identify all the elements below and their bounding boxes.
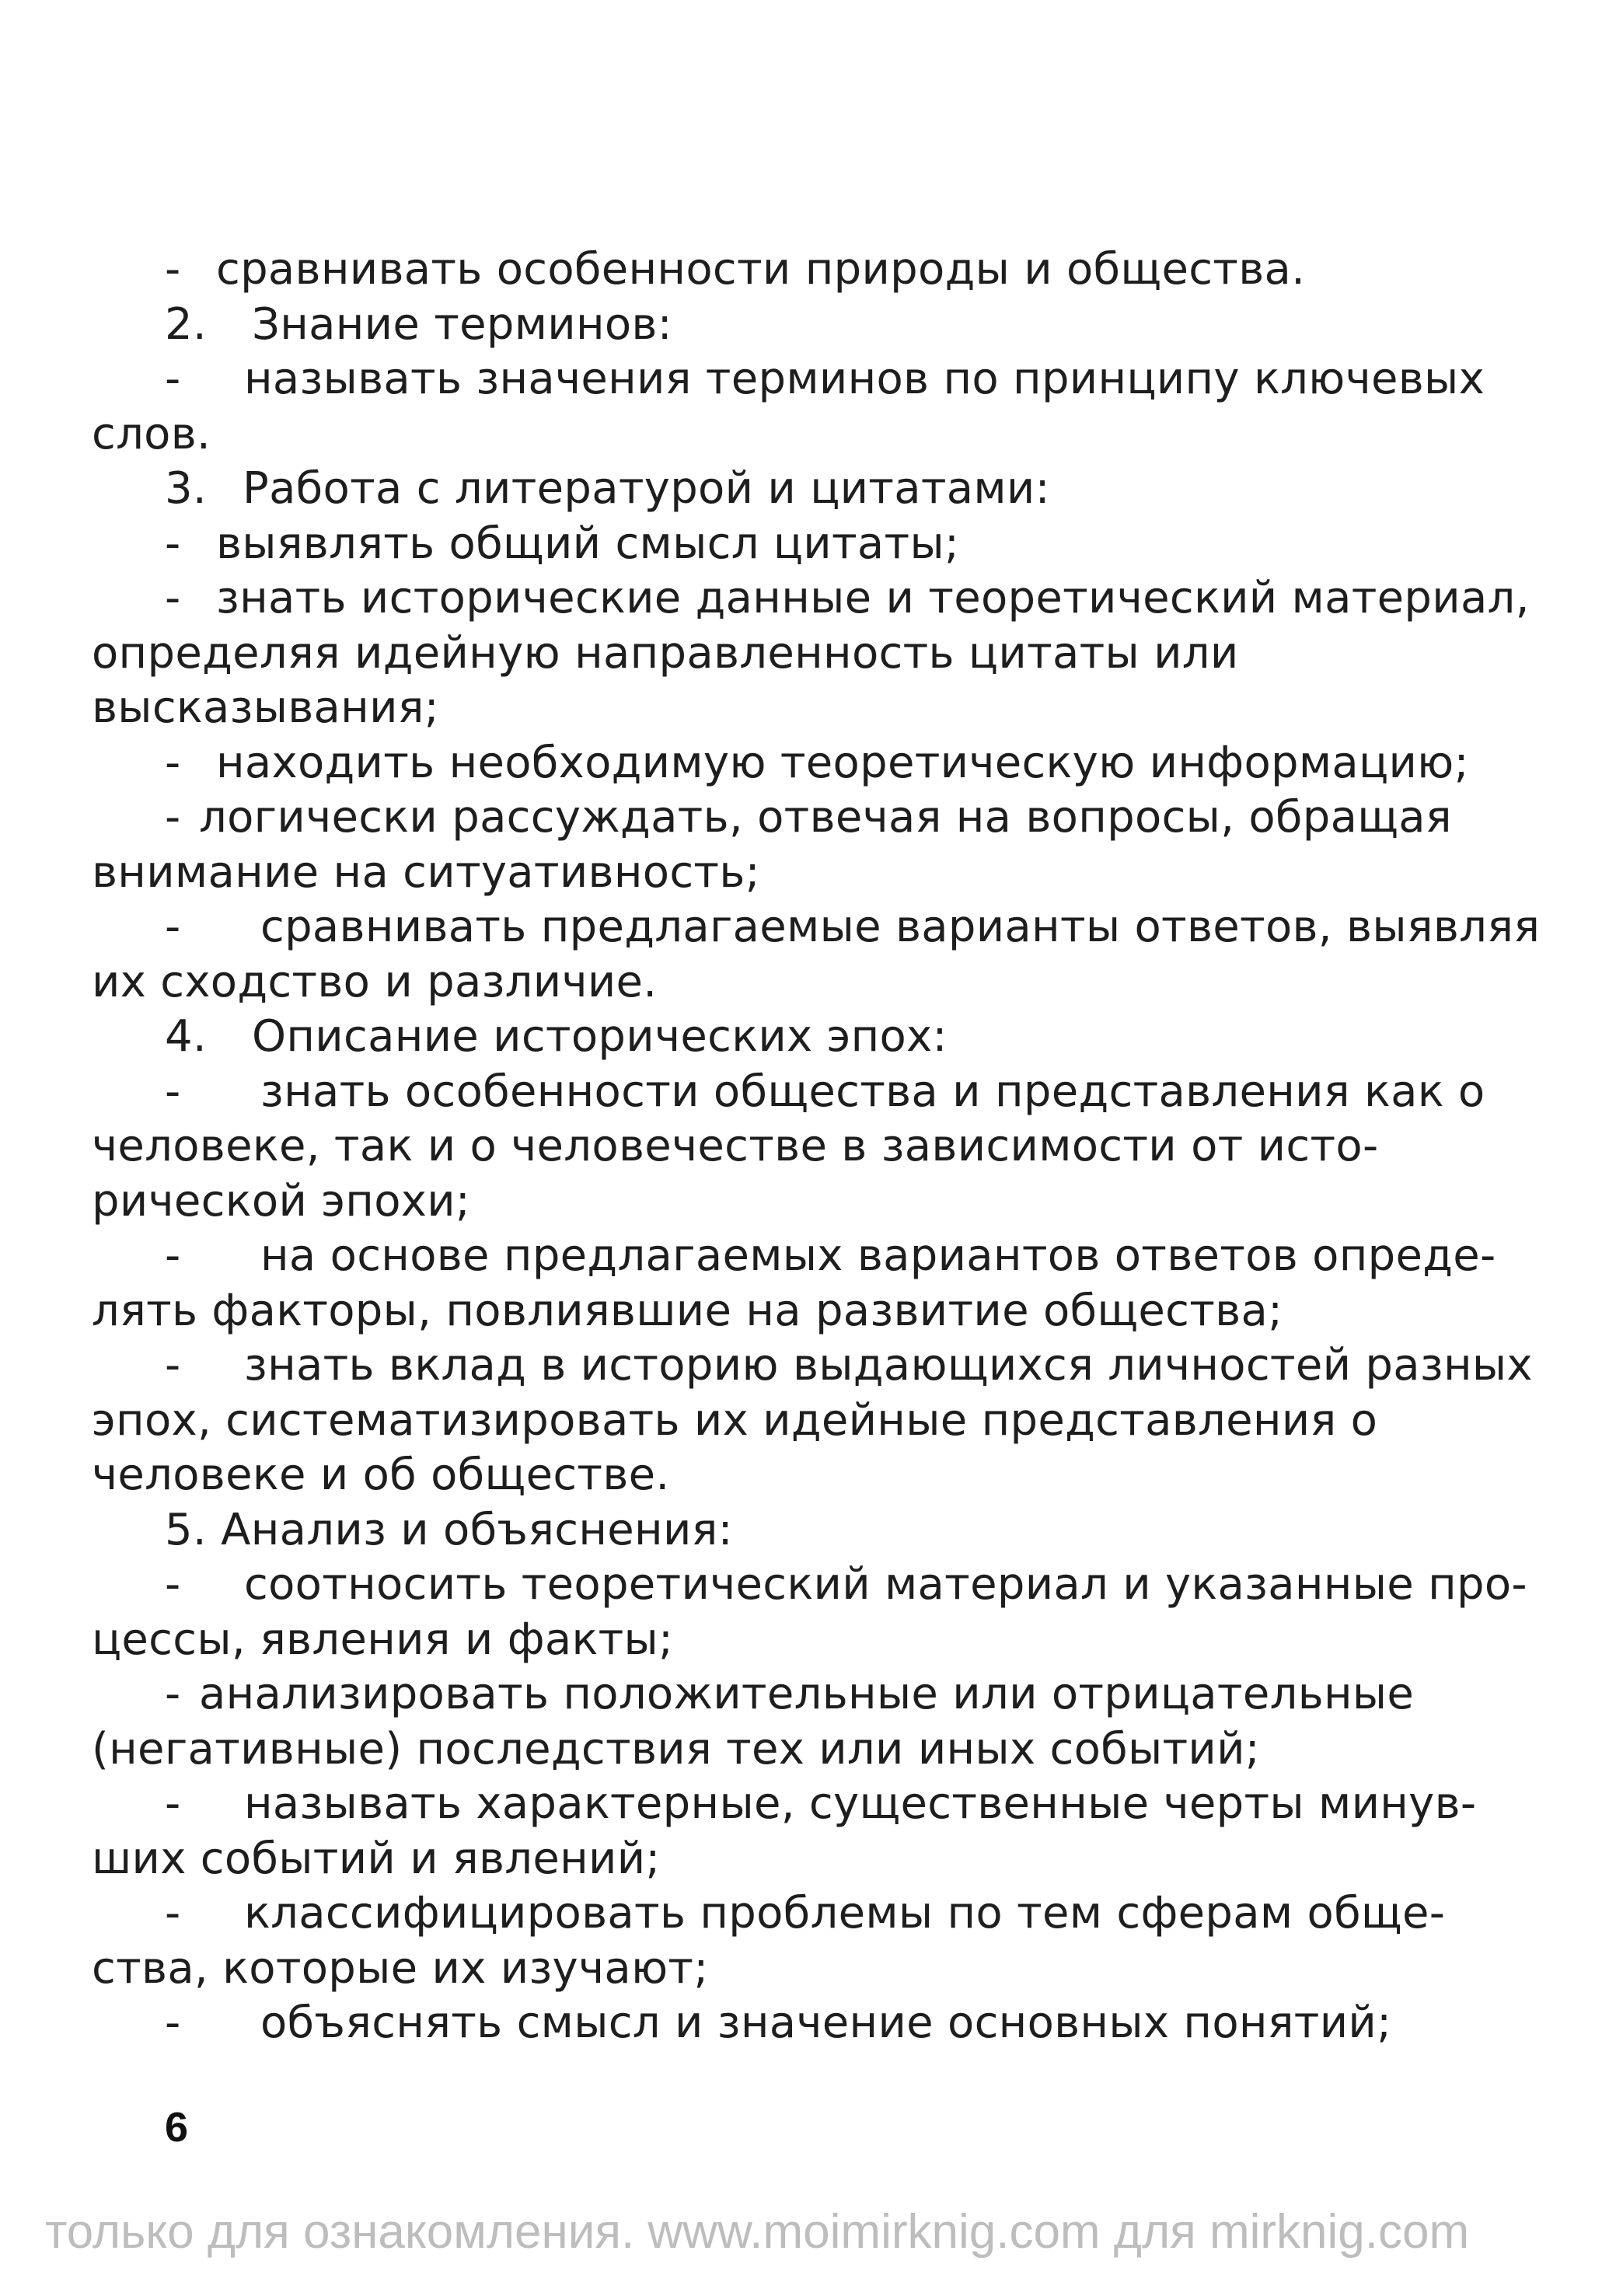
- list-marker: -: [165, 1998, 181, 2048]
- list-item: [92, 1667, 1553, 1722]
- body-text: [92, 243, 1553, 2051]
- list-item: [92, 1996, 1553, 2051]
- list-item-text: знать особенности общества и представления как о: [260, 1066, 1485, 1117]
- text-line: лять факторы, повлиявшие на развитие общества;: [92, 1285, 1283, 1336]
- list-item-text: сравнивать особенности природы и общества.: [216, 244, 1306, 295]
- list-marker: -: [165, 244, 181, 295]
- list-item-text: знать исторические данные и теоретический материал,: [216, 573, 1530, 623]
- list-item: [92, 1558, 1553, 1613]
- text-line: человеке и об обществе.: [92, 1450, 670, 1500]
- list-item-text: сравнивать предлагаемые варианты ответов, выявляя: [260, 902, 1541, 952]
- list-marker: -: [165, 1888, 181, 1938]
- list-item-text: выявлять общий смысл цитаты;: [216, 518, 960, 569]
- list-item: [92, 790, 1553, 846]
- list-item: [92, 243, 1553, 298]
- text-line: рической эпохи;: [92, 1175, 471, 1227]
- list-item: [92, 1777, 1553, 1832]
- list-item-text: анализировать положительные или отрицательные: [199, 1669, 1415, 1719]
- section-heading: [92, 462, 1553, 517]
- text-line: слов.: [92, 408, 211, 459]
- list-item: [92, 517, 1553, 572]
- list-marker: -: [165, 1066, 181, 1117]
- list-item: [92, 900, 1553, 955]
- watermark-text: только для ознакомления. www.moimirknig.com для mirknig.com: [45, 2205, 1470, 2259]
- text-line: человеке, так и о человечестве в зависимости от исто-: [92, 1121, 1379, 1171]
- text-line: их сходство и различие.: [92, 956, 658, 1007]
- section-heading: [92, 1010, 1553, 1065]
- text-line: ства, которые их изучают;: [92, 1942, 709, 1994]
- list-marker: -: [165, 1559, 181, 1610]
- list-marker: -: [165, 354, 181, 404]
- list-marker: -: [165, 573, 181, 623]
- section-title: Работа с литературой и цитатами:: [243, 463, 1050, 514]
- section-number: 5.: [165, 1504, 208, 1555]
- list-marker: -: [165, 902, 181, 952]
- section-heading: [92, 1503, 1553, 1558]
- text-line: высказывания;: [92, 682, 439, 733]
- list-item-text: называть значения терминов по принципу ключевых: [244, 354, 1485, 404]
- text-line: определяя идейную направленность цитаты или: [92, 627, 1239, 679]
- list-item-text: соотносить теоретический материал и указанные про-: [244, 1559, 1527, 1610]
- list-item: [92, 1229, 1553, 1284]
- section-title: Описание исторических эпох:: [252, 1011, 948, 1062]
- page-number: 6: [165, 2104, 189, 2151]
- section-number: 4.: [165, 1011, 208, 1062]
- list-marker: -: [165, 1669, 181, 1719]
- list-item: [92, 1338, 1553, 1394]
- list-marker: -: [165, 1230, 181, 1281]
- list-item-text: логически рассуждать, отвечая на вопросы, обращая: [199, 792, 1452, 843]
- list-marker: -: [165, 1340, 181, 1391]
- list-marker: -: [165, 1778, 181, 1829]
- text-line: цессы, явления и факты;: [92, 1614, 674, 1665]
- list-item-text: называть характерные, существенные черты минув-: [244, 1778, 1477, 1829]
- list-item: [92, 571, 1553, 626]
- section-title: Знание терминов:: [252, 298, 672, 350]
- list-marker: -: [165, 737, 181, 788]
- list-item: [92, 736, 1553, 791]
- section-number: 3.: [165, 463, 208, 514]
- list-item-text: объяснять смысл и значение основных понятий;: [260, 1998, 1392, 2048]
- section-title: Анализ и объяснения:: [221, 1504, 733, 1555]
- list-item-text: находить необходимую теоретическую информацию;: [216, 737, 1469, 788]
- list-item-text: знать вклад в историю выдающихся личностей разных: [244, 1340, 1533, 1391]
- text-line: ших событий и явлений;: [92, 1833, 661, 1884]
- section-heading: [92, 298, 1553, 353]
- list-item: [92, 1886, 1553, 1942]
- section-number: 2.: [165, 298, 208, 350]
- text-line: (негативные) последствия тех или иных событий;: [92, 1723, 1260, 1774]
- list-item-text: на основе предлагаемых вариантов ответов опреде-: [260, 1230, 1496, 1281]
- list-item-text: классифицировать проблемы по тем сферам обще-: [244, 1888, 1446, 1938]
- list-item: [92, 1065, 1553, 1120]
- list-marker: -: [165, 518, 181, 569]
- text-line: эпох, систематизировать их идейные представления о: [92, 1394, 1378, 1446]
- list-marker: -: [165, 792, 181, 843]
- text-line: внимание на ситуативность;: [92, 846, 760, 898]
- list-item: [92, 352, 1553, 407]
